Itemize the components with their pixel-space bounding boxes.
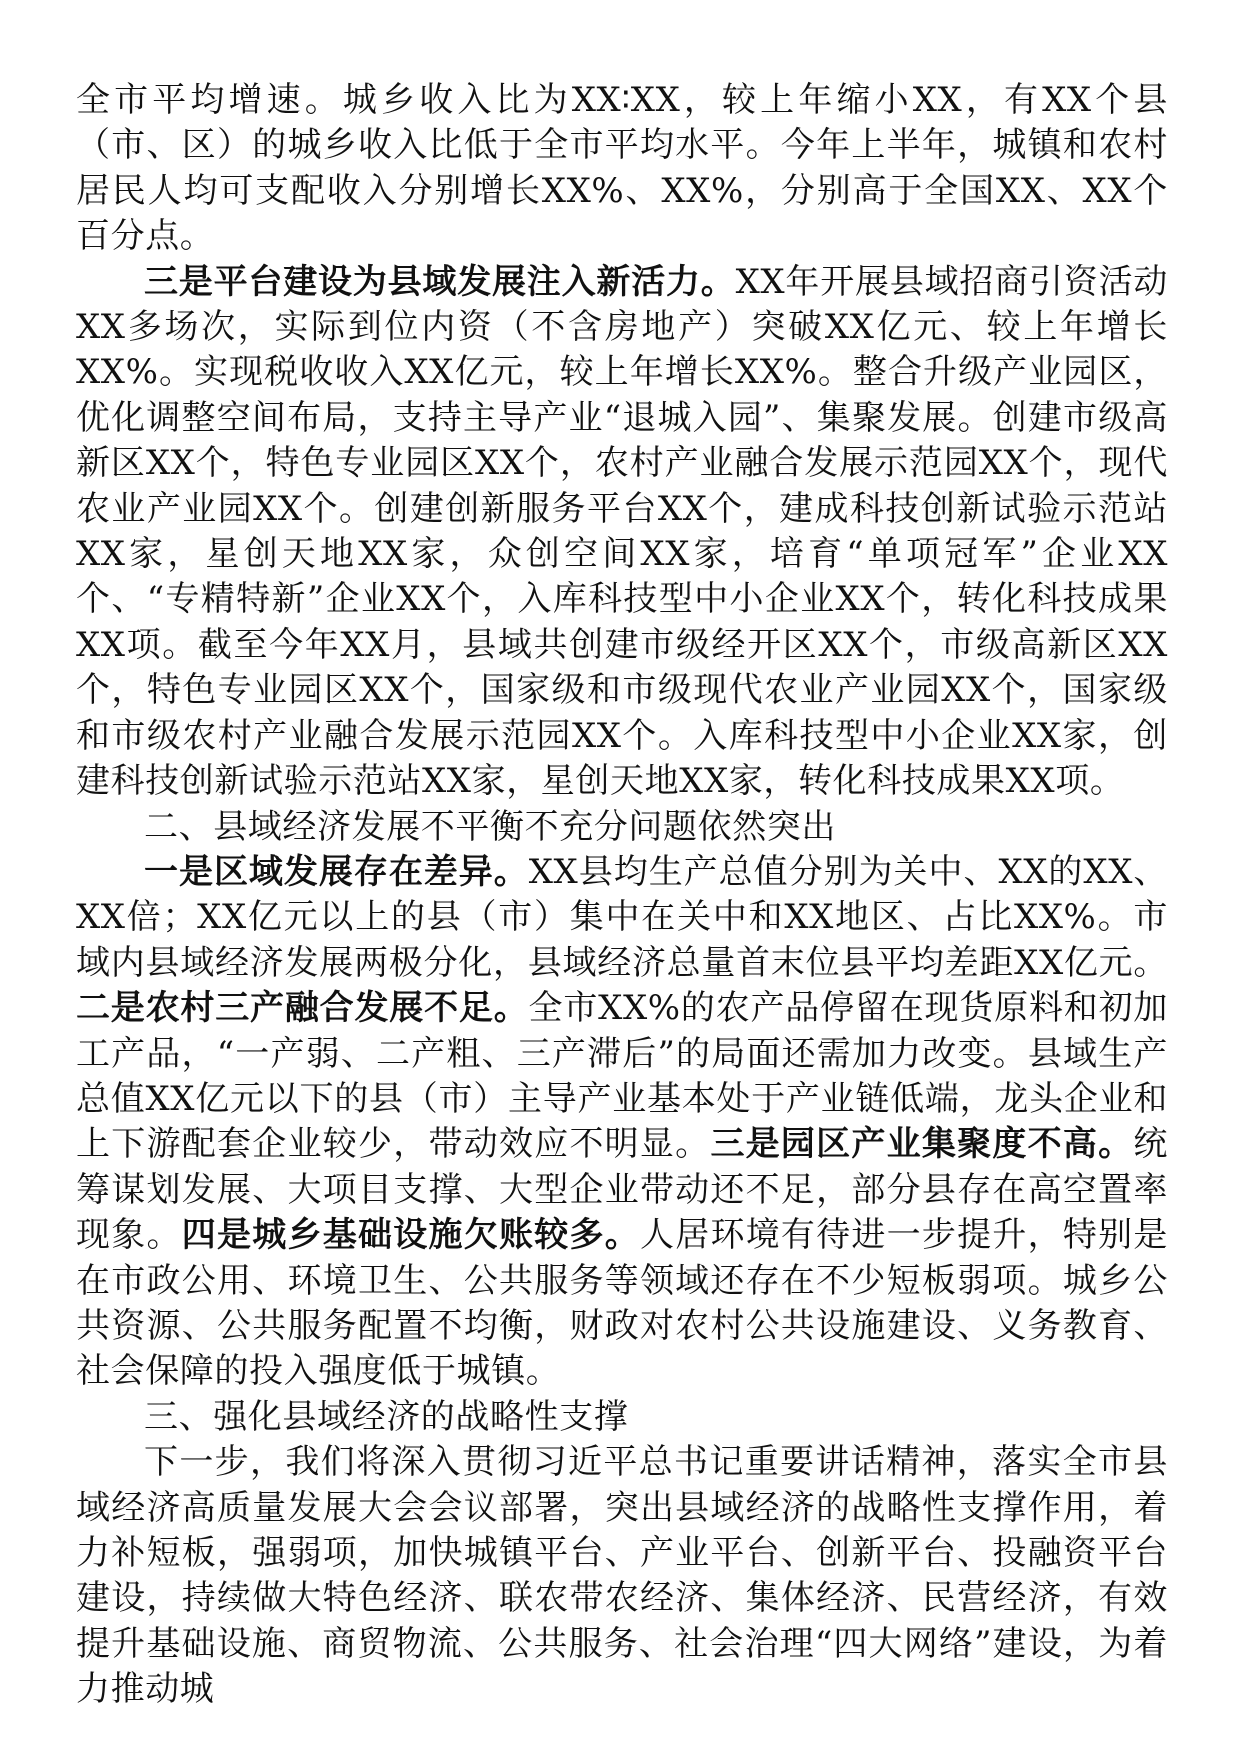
problem-text-regional: XX县均生产总值分别为关中、XX的XX、XX倍；XX亿元以上的县（市）集中在关中和XX地区、占比XX%。市域内县域经济发展两极分化，县域经济总量首末位县平均差距XX亿元。 [76, 851, 1168, 983]
problem-heading-rural-integration: 二是农村三产融合发展不足。 [76, 988, 529, 1029]
problem-heading-regional: 一是区域发展存在差异。 [144, 851, 529, 892]
paragraph-heading: 三是平台建设为县域发展注入新活力。 [144, 261, 736, 302]
problem-heading-park-cluster: 三是园区产业集聚度不高。 [710, 1124, 1134, 1165]
problem-text-infrastructure: 人居环境有待进一步提升，特别是在市政公用、环境卫生、公共服务等领域还存在不少短板弱项。城乡公共资源、公共服务配置不均衡，财政对农村公共设施建设、义务教育、社会保障的投入强度低于城镇。 [76, 1215, 1168, 1392]
paragraph-next-steps [76, 1440, 1168, 1712]
paragraph-problems [76, 850, 1168, 1395]
paragraph-text: 下一步，我们将深入贯彻习近平总书记重要讲话精神，落实全市县域经济高质量发展大会会议部署，突出县域经济的战略性支撑作用，着力补短板，强弱项，加快城镇平台、产业平台、创新平台、投融资平台建设，持续做大特色经济、联农带农经济、集体经济、民营经济，有效提升基础设施、商贸物流、公共服务、社会治理“四大网络”建设，为着力推动城 [76, 1442, 1168, 1710]
paragraph-platform-construction [76, 260, 1168, 805]
section-heading-imbalance: 二、县域经济发展不平衡不充分问题依然突出 [144, 806, 836, 847]
problem-text-park-cluster: 统筹谋划发展、大项目支撑、大型企业带动还不足，部分县存在高空置率现象。 [76, 1124, 1168, 1256]
section-heading-strategic-support: 三、强化县域经济的战略性支撑 [144, 1396, 629, 1437]
paragraph-text: XX年开展县域招商引资活动XX多场次，实际到位内资（不含房地产）突破XX亿元、较上年增长XX%。实现税收收入XX亿元，较上年增长XX%。整合升级产业园区，优化调整空间布局，支持主导产业“退城入园”、集聚发展。创建市级高新区XX个，特色专业园区XX个，农村产业融合发展示范园XX个，现代农业产业园XX个。创建创新服务平台XX个，建成科技创新试验示范站XX家，星创天地XX家，众创空间XX家，培育“单项冠军”企业XX个、“专精特新”企业XX个，入库科技型中小企业XX个，转化科技成果XX项。截至今年XX月，县域共创建市级经开区XX个，市级高新区XX个，特色专业园区XX个，国家级和市级现代农业产业园XX个，国家级和市级农村产业融合发展示范园XX个。入库科技型中小企业XX家，创建科技创新试验示范站XX家，星创天地XX家，转化科技成果XX项。 [76, 261, 1168, 802]
paragraph-income-ratio [76, 78, 1168, 260]
document-page [76, 78, 1168, 1713]
problem-heading-infrastructure: 四是城乡基础设施欠账较多。 [181, 1215, 640, 1256]
problem-text-rural-integration: 全市XX%的农产品停留在现货原料和初加工产品，“一产弱、二产粗、三产滞后”的局面还需加力改变。县域生产总值XX亿元以下的县（市）主导产业基本处于产业链低端，龙头企业和上下游配套企业较少，带动效应不明显。 [76, 988, 1168, 1165]
paragraph-text: 全市平均增速。城乡收入比为XX∶XX，较上年缩小XX，有XX个县（市、区）的城乡收入比低于全市平均水平。今年上半年，城镇和农村居民人均可支配收入分别增长XX%、XX%，分别高于全国XX、XX个百分点。 [76, 80, 1168, 257]
